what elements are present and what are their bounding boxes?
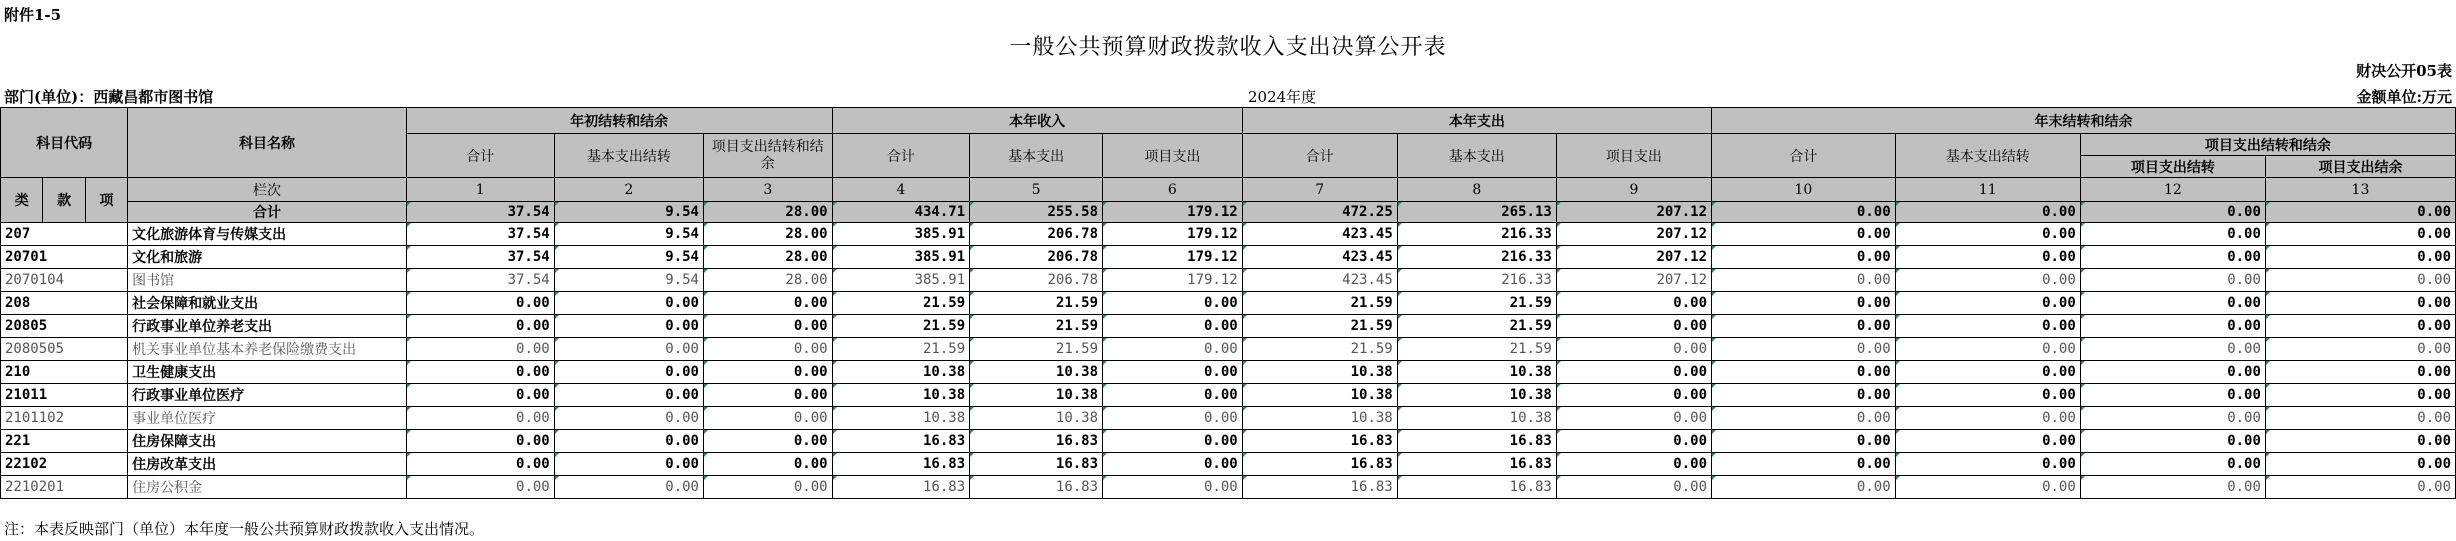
subject-name-cell: 事业单位医疗 [128,407,407,430]
department-label: 部门(单位)：西藏昌都市图书馆 [4,88,214,106]
value-cell-col-9: 207.12 [1556,269,1711,292]
col-number: 3 [703,178,832,202]
table-row [1,292,2456,315]
value-cell-col-11: 0.00 [1895,430,2080,453]
value-cell-col-5: 206.78 [970,223,1103,246]
value-cell-col-8: 21.59 [1397,315,1556,338]
header-basic-expense: 基本支出 [1397,134,1556,178]
value-cell-col-12: 0.00 [2080,476,2265,499]
subject-code-cell: 2101102 [1,407,128,430]
value-cell-col-11: 0.00 [1895,338,2080,361]
value-cell-col-1: 37.54 [406,223,554,246]
value-cell-col-9: 0.00 [1556,430,1711,453]
value-cell-col-11: 0.00 [1895,476,2080,499]
subject-name-cell: 住房保障支出 [128,430,407,453]
value-cell-col-8: 10.38 [1397,407,1556,430]
value-cell-col-4: 10.38 [832,384,970,407]
col-number: 10 [1712,178,1896,202]
header-project-balance: 项目支出结余 [2265,156,2455,178]
value-cell-col-12: 0.00 [2080,292,2265,315]
subject-code-cell: 210 [1,361,128,384]
subject-name-cell: 行政事业单位养老支出 [128,315,407,338]
value-cell-col-13: 0.00 [2265,246,2455,269]
value-cell-col-5: 206.78 [970,269,1103,292]
value-cell-col-3: 0.00 [703,430,832,453]
value-cell-col-9: 0.00 [1556,453,1711,476]
value-cell-col-9: 0.00 [1556,407,1711,430]
table-row [1,407,2456,430]
value-cell-col-3: 0.00 [703,338,832,361]
value-cell-col-10: 0.00 [1712,361,1896,384]
value-cell-col-2: 0.00 [554,338,703,361]
header-xiang: 项 [85,178,127,223]
value-cell-col-10: 0.00 [1712,476,1896,499]
value-cell-col-8: 16.83 [1397,453,1556,476]
value-cell-col-4: 21.59 [832,315,970,338]
value-cell-col-6: 0.00 [1103,361,1243,384]
value-cell-col-2: 9.54 [554,269,703,292]
total-value-col-8: 265.13 [1397,202,1556,223]
value-cell-col-6: 179.12 [1103,269,1243,292]
value-cell-col-6: 0.00 [1103,476,1243,499]
value-cell-col-6: 179.12 [1103,223,1243,246]
value-cell-col-12: 0.00 [2080,246,2265,269]
subject-name-cell: 文化旅游体育与传媒支出 [128,223,407,246]
value-cell-col-10: 0.00 [1712,292,1896,315]
value-cell-col-12: 0.00 [2080,361,2265,384]
value-cell-col-1: 0.00 [406,315,554,338]
value-cell-col-10: 0.00 [1712,315,1896,338]
value-cell-col-13: 0.00 [2265,476,2455,499]
header-total: 合计 [1712,134,1896,178]
value-cell-col-7: 10.38 [1242,407,1397,430]
value-cell-col-7: 10.38 [1242,384,1397,407]
value-cell-col-13: 0.00 [2265,269,2455,292]
total-value-col-9: 207.12 [1556,202,1711,223]
value-cell-col-6: 0.00 [1103,292,1243,315]
value-cell-col-12: 0.00 [2080,430,2265,453]
value-cell-col-10: 0.00 [1712,453,1896,476]
value-cell-col-2: 0.00 [554,476,703,499]
value-cell-col-9: 0.00 [1556,292,1711,315]
value-cell-col-4: 385.91 [832,269,970,292]
value-cell-col-13: 0.00 [2265,430,2455,453]
footnote: 注：本表反映部门（单位）本年度一般公共预算财政拨款收入支出情况。 [4,520,485,538]
value-cell-col-4: 10.38 [832,361,970,384]
subject-code-cell: 208 [1,292,128,315]
value-cell-col-7: 16.83 [1242,476,1397,499]
value-cell-col-10: 0.00 [1712,407,1896,430]
value-cell-col-5: 21.59 [970,292,1103,315]
value-cell-col-6: 0.00 [1103,315,1243,338]
value-cell-col-7: 16.83 [1242,453,1397,476]
value-cell-col-6: 0.00 [1103,407,1243,430]
value-cell-col-3: 28.00 [703,246,832,269]
value-cell-col-8: 216.33 [1397,269,1556,292]
value-cell-col-9: 0.00 [1556,384,1711,407]
year-label: 2024年度 [1248,88,1317,106]
value-cell-col-13: 0.00 [2265,384,2455,407]
value-cell-col-8: 16.83 [1397,476,1556,499]
form-code: 财决公开05表 [2356,62,2452,80]
value-cell-col-4: 10.38 [832,407,970,430]
value-cell-col-12: 0.00 [2080,223,2265,246]
value-cell-col-1: 0.00 [406,338,554,361]
value-cell-col-6: 0.00 [1103,338,1243,361]
header-lanci: 栏次 [128,178,407,202]
col-number: 9 [1556,178,1711,202]
value-cell-col-4: 21.59 [832,292,970,315]
value-cell-col-4: 21.59 [832,338,970,361]
header-project-expense: 项目支出 [1556,134,1711,178]
header-subject-code: 科目代码 [1,108,128,178]
value-cell-col-7: 423.45 [1242,269,1397,292]
value-cell-col-7: 423.45 [1242,223,1397,246]
value-cell-col-7: 21.59 [1242,315,1397,338]
value-cell-col-12: 0.00 [2080,338,2265,361]
total-value-col-6: 179.12 [1103,202,1243,223]
subject-code-cell: 2070104 [1,269,128,292]
value-cell-col-4: 16.83 [832,430,970,453]
value-cell-col-5: 206.78 [970,246,1103,269]
value-cell-col-1: 0.00 [406,453,554,476]
value-cell-col-9: 207.12 [1556,223,1711,246]
total-value-col-1: 37.54 [406,202,554,223]
value-cell-col-6: 0.00 [1103,384,1243,407]
value-cell-col-2: 0.00 [554,453,703,476]
subject-name-cell: 住房改革支出 [128,453,407,476]
subject-name-cell: 社会保障和就业支出 [128,292,407,315]
value-cell-col-1: 0.00 [406,361,554,384]
total-value-col-5: 255.58 [970,202,1103,223]
value-cell-col-4: 16.83 [832,453,970,476]
col-number: 1 [406,178,554,202]
table-row [1,476,2456,499]
table-row [1,269,2456,292]
value-cell-col-3: 0.00 [703,453,832,476]
subject-name-cell: 机关事业单位基本养老保险缴费支出 [128,338,407,361]
header-project-carry-balance: 项目支出结转和结余 [2080,134,2455,156]
value-cell-col-11: 0.00 [1895,315,2080,338]
value-cell-col-3: 0.00 [703,384,832,407]
value-cell-col-1: 37.54 [406,269,554,292]
col-number: 8 [1397,178,1556,202]
value-cell-col-13: 0.00 [2265,453,2455,476]
header-group-end: 年末结转和结余 [1712,108,2456,134]
value-cell-col-12: 0.00 [2080,407,2265,430]
header-group-expense: 本年支出 [1242,108,1711,134]
value-cell-col-2: 9.54 [554,246,703,269]
subject-name-cell: 文化和旅游 [128,246,407,269]
header-project-expense: 项目支出 [1103,134,1243,178]
header-total: 合计 [1242,134,1397,178]
header-project-carry: 项目支出结转 [2080,156,2265,178]
subject-code-cell: 21011 [1,384,128,407]
col-number: 5 [970,178,1103,202]
value-cell-col-11: 0.00 [1895,453,2080,476]
total-value-col-4: 434.71 [832,202,970,223]
total-value-col-3: 28.00 [703,202,832,223]
value-cell-col-13: 0.00 [2265,407,2455,430]
value-cell-col-1: 0.00 [406,384,554,407]
value-cell-col-6: 0.00 [1103,453,1243,476]
subject-name-cell: 卫生健康支出 [128,361,407,384]
value-cell-col-8: 10.38 [1397,384,1556,407]
col-number: 13 [2265,178,2455,202]
value-cell-col-2: 0.00 [554,407,703,430]
value-cell-col-1: 0.00 [406,476,554,499]
subject-name-cell: 住房公积金 [128,476,407,499]
value-cell-col-10: 0.00 [1712,338,1896,361]
header-kuan: 款 [43,178,85,223]
value-cell-col-13: 0.00 [2265,338,2455,361]
value-cell-col-9: 207.12 [1556,246,1711,269]
value-cell-col-3: 0.00 [703,361,832,384]
table-row [1,384,2456,407]
table-row [1,430,2456,453]
value-cell-col-9: 0.00 [1556,476,1711,499]
total-value-col-13: 0.00 [2265,202,2455,223]
value-cell-col-3: 0.00 [703,407,832,430]
subject-name-cell: 行政事业单位医疗 [128,384,407,407]
header-total: 合计 [406,134,554,178]
header-project-carry-balance: 项目支出结转和结余 [703,134,832,178]
header-subject-name: 科目名称 [128,108,407,178]
value-cell-col-13: 0.00 [2265,315,2455,338]
header-basic-expense: 基本支出 [970,134,1103,178]
subject-code-cell: 22102 [1,453,128,476]
value-cell-col-6: 179.12 [1103,246,1243,269]
header-total: 合计 [832,134,970,178]
value-cell-col-2: 0.00 [554,384,703,407]
value-cell-col-4: 385.91 [832,246,970,269]
value-cell-col-5: 21.59 [970,315,1103,338]
total-value-col-7: 472.25 [1242,202,1397,223]
subject-code-cell: 221 [1,430,128,453]
value-cell-col-5: 21.59 [970,338,1103,361]
value-cell-col-11: 0.00 [1895,361,2080,384]
budget-table [0,107,2456,499]
value-cell-col-13: 0.00 [2265,223,2455,246]
value-cell-col-3: 0.00 [703,292,832,315]
attachment-label: 附件1-5 [4,6,62,24]
value-cell-col-5: 10.38 [970,407,1103,430]
value-cell-col-12: 0.00 [2080,315,2265,338]
col-number: 4 [832,178,970,202]
header-lei: 类 [1,178,43,223]
value-cell-col-4: 16.83 [832,476,970,499]
value-cell-col-13: 0.00 [2265,361,2455,384]
col-number: 12 [2080,178,2265,202]
value-cell-col-7: 21.59 [1242,338,1397,361]
value-cell-col-2: 0.00 [554,292,703,315]
value-cell-col-5: 10.38 [970,361,1103,384]
value-cell-col-3: 0.00 [703,315,832,338]
value-cell-col-12: 0.00 [2080,269,2265,292]
table-row [1,338,2456,361]
value-cell-col-3: 28.00 [703,269,832,292]
subject-code-cell: 207 [1,223,128,246]
value-cell-col-2: 0.00 [554,315,703,338]
value-cell-col-9: 0.00 [1556,361,1711,384]
table-row [1,361,2456,384]
value-cell-col-11: 0.00 [1895,407,2080,430]
value-cell-col-7: 21.59 [1242,292,1397,315]
subject-code-cell: 20805 [1,315,128,338]
value-cell-col-8: 216.33 [1397,223,1556,246]
value-cell-col-11: 0.00 [1895,292,2080,315]
value-cell-col-10: 0.00 [1712,223,1896,246]
table-row [1,246,2456,269]
value-cell-col-1: 0.00 [406,292,554,315]
total-value-col-12: 0.00 [2080,202,2265,223]
value-cell-col-1: 37.54 [406,246,554,269]
total-row [1,202,2456,223]
value-cell-col-11: 0.00 [1895,246,2080,269]
value-cell-col-10: 0.00 [1712,384,1896,407]
value-cell-col-7: 10.38 [1242,361,1397,384]
value-cell-col-8: 216.33 [1397,246,1556,269]
value-cell-col-8: 10.38 [1397,361,1556,384]
value-cell-col-11: 0.00 [1895,384,2080,407]
value-cell-col-11: 0.00 [1895,223,2080,246]
value-cell-col-4: 385.91 [832,223,970,246]
page-title: 一般公共预算财政拨款收入支出决算公开表 [1009,35,1447,60]
value-cell-col-9: 0.00 [1556,338,1711,361]
subject-code-cell: 2080505 [1,338,128,361]
unit-label: 金额单位:万元 [2356,88,2452,106]
total-value-col-10: 0.00 [1712,202,1896,223]
header-group-begin: 年初结转和结余 [406,108,832,134]
value-cell-col-10: 0.00 [1712,430,1896,453]
subject-code-cell: 2210201 [1,476,128,499]
value-cell-col-12: 0.00 [2080,384,2265,407]
col-number: 7 [1242,178,1397,202]
value-cell-col-2: 0.00 [554,361,703,384]
table-row [1,223,2456,246]
subject-code-cell: 20701 [1,246,128,269]
subject-name-cell: 图书馆 [128,269,407,292]
value-cell-col-3: 0.00 [703,476,832,499]
value-cell-col-7: 16.83 [1242,430,1397,453]
value-cell-col-10: 0.00 [1712,269,1896,292]
value-cell-col-2: 0.00 [554,430,703,453]
total-value-col-11: 0.00 [1895,202,2080,223]
header-basic-carry: 基本支出结转 [1895,134,2080,178]
header-basic-carry: 基本支出结转 [554,134,703,178]
table-row [1,315,2456,338]
value-cell-col-11: 0.00 [1895,269,2080,292]
header-group-income: 本年收入 [832,108,1242,134]
value-cell-col-5: 10.38 [970,384,1103,407]
col-number: 11 [1895,178,2080,202]
col-number: 2 [554,178,703,202]
value-cell-col-7: 423.45 [1242,246,1397,269]
value-cell-col-6: 0.00 [1103,430,1243,453]
value-cell-col-13: 0.00 [2265,292,2455,315]
value-cell-col-5: 16.83 [970,476,1103,499]
total-label: 合计 [128,202,407,223]
value-cell-col-1: 0.00 [406,430,554,453]
value-cell-col-5: 16.83 [970,453,1103,476]
value-cell-col-12: 0.00 [2080,453,2265,476]
value-cell-col-8: 21.59 [1397,338,1556,361]
value-cell-col-8: 16.83 [1397,430,1556,453]
total-value-col-2: 9.54 [554,202,703,223]
value-cell-col-10: 0.00 [1712,246,1896,269]
value-cell-col-8: 21.59 [1397,292,1556,315]
value-cell-col-1: 0.00 [406,407,554,430]
value-cell-col-5: 16.83 [970,430,1103,453]
value-cell-col-9: 0.00 [1556,315,1711,338]
value-cell-col-3: 28.00 [703,223,832,246]
col-number: 6 [1103,178,1243,202]
value-cell-col-2: 9.54 [554,223,703,246]
table-row [1,453,2456,476]
